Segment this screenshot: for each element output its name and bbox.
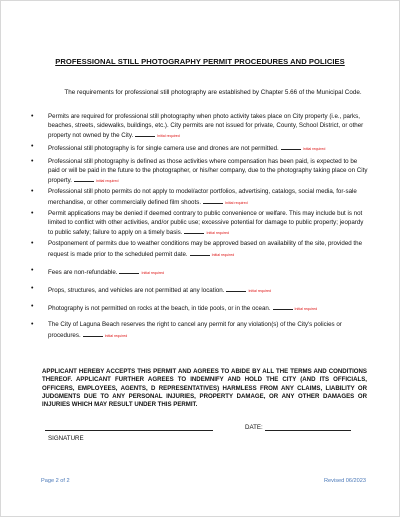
revision-date: Revised 06/2023: [324, 478, 366, 484]
policy-item: [31, 113, 369, 141]
initial-field[interactable]: [83, 330, 103, 337]
initial-field[interactable]: [135, 130, 155, 137]
policy-item: [31, 143, 369, 154]
initial-required-label: Initial required: [294, 307, 318, 311]
bullet-icon: •: [31, 285, 34, 292]
policy-text: Professional still photo permits do not apply to model/actor portfolios, advertising, catalogs, social media, for-sale merchandise, or other commercially defined film shoots.: [48, 188, 357, 206]
date-label: DATE:: [245, 424, 263, 431]
agreement-text: APPLICANT HEREBY ACCEPTS THIS PERMIT AND AGREES TO ABIDE BY ALL THE TERMS AND CONDITIONS THEREOF. APPLICANT FURTHER AGREES TO INDEMNIFY AND HOLD THE CITY (AND ITS OFFICIALS, OFFICERS, EMPLOYEES, AGENTS, D REPRESENTATIVES) HARMLESS FROM ANY CLAIMS, LIABILITY OR JUDGMENTS DUE TO ANY PERSONAL INJURIES, PROPERTY DAMAGE, OR ANY OTHER DAMAGES OR INJURIES WHICH MAY RESULT UNDER THIS PERMIT.: [42, 368, 367, 409]
policy-text: Permits are required for professional still photography when photo activity takes place on City property (i.e., parks, beaches, streets, sidewalks, buildings, etc.). City permits are not issued for private, County, School District, or other property not owned by the City.: [48, 113, 364, 140]
policy-item: [31, 188, 369, 207]
bullet-icon: •: [31, 267, 34, 274]
intro-text: The requirements for professional still photography are established by Chapter 5.66 of the Municipal Code.: [64, 89, 362, 96]
initial-required-label: Initial required: [206, 231, 230, 236]
policy-item: [31, 303, 369, 314]
initial-required-label: Initial required: [225, 200, 248, 205]
bullet-icon: •: [31, 240, 34, 247]
initial-field[interactable]: [281, 143, 301, 150]
policy-text: Professional still photography is defined as those activities where compensation has been paid, is expected to be paid or will be paid in the future to the photographer, or his/her company, due to the photography taking place on City property.: [48, 158, 368, 185]
page-number: Page 2 of 2: [41, 478, 70, 484]
initial-required-label: Initial required: [248, 289, 272, 293]
bullet-icon: •: [31, 188, 34, 195]
initial-field[interactable]: [273, 303, 293, 310]
policy-item: [31, 240, 369, 259]
initial-field[interactable]: [226, 285, 246, 292]
initial-field[interactable]: [184, 227, 204, 234]
policy-item: [31, 267, 369, 278]
bullet-icon: •: [31, 113, 34, 120]
bullet-icon: •: [31, 321, 34, 328]
policy-item: [31, 158, 369, 186]
initial-required-label: Initial required: [211, 252, 235, 257]
initial-field[interactable]: [190, 249, 210, 256]
bullet-icon: •: [31, 303, 34, 310]
policy-item: [31, 321, 369, 340]
bullet-icon: •: [31, 143, 34, 150]
initial-required-label: Initial required: [95, 179, 119, 184]
initial-required-label: Initial required: [302, 147, 326, 151]
date-field[interactable]: [265, 430, 351, 431]
initial-required-label: Initial required: [141, 271, 165, 275]
initial-required-label: Initial required: [104, 333, 128, 338]
policy-text: Postponement of permits due to weather conditions may be approved based on availability of the site, provided the request is made prior to the scheduled permit date.: [48, 240, 363, 258]
policy-item: [31, 285, 369, 296]
policy-text: Permit applications may be denied if deemed contrary to public convenience or welfare. This may include but is not limited to conflict with other activities, and/or public use; excessive potential for damage to public property; jeopardy to public safety; failure to apply on a timely basis.: [48, 210, 364, 237]
initial-field[interactable]: [74, 175, 94, 182]
document-title: PROFESSIONAL STILL PHOTOGRAPHY PERMIT PROCEDURES AND POLICIES: [55, 57, 345, 66]
bullet-icon: •: [31, 158, 34, 165]
initial-required-label: Initial required: [157, 134, 180, 139]
policy-text: The City of Laguna Beach reserves the right to cancel any permit for any violation(s) of the City's policies or procedures.: [48, 321, 342, 339]
policy-text: Professional still photography is for single camera use and drones are not permitted.: [48, 145, 279, 152]
initial-field[interactable]: [203, 197, 223, 204]
policy-text: Photography is not permitted on rocks at the beach, in tide pools, or in the ocean.: [48, 305, 271, 312]
bullet-icon: •: [31, 210, 34, 217]
signature-label: SIGNATURE: [48, 435, 84, 442]
policy-text: Props, structures, and vehicles are not permitted at any location.: [48, 287, 225, 294]
signature-field[interactable]: [45, 430, 213, 431]
policy-item: [31, 210, 369, 238]
policy-text: Fees are non-refundable.: [48, 269, 118, 276]
initial-field[interactable]: [119, 267, 139, 274]
